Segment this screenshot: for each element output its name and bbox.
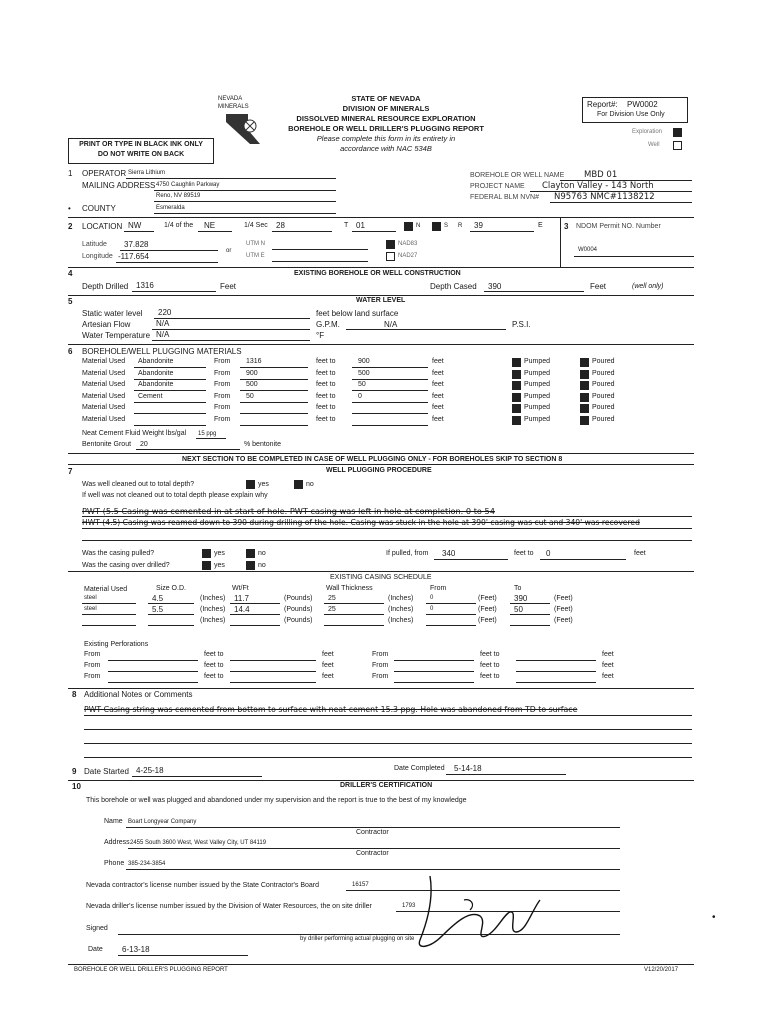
margin-mark: •	[712, 912, 716, 923]
feet-paren-label: (Feet)	[478, 617, 497, 624]
inches-label: (Inches)	[388, 606, 414, 613]
inches-label: (Inches)	[388, 595, 414, 602]
address-line-2[interactable]: Reno, NV 89519	[156, 193, 201, 199]
cleaned-explain-label: If well was not cleaned out to total depth please explain why	[82, 492, 268, 499]
degf-label: °F	[316, 331, 325, 340]
blm-label: FEDERAL BLM NVN#	[470, 194, 539, 201]
footer-version: V12/20/2017	[644, 967, 679, 973]
latitude-label: Latitude	[82, 241, 107, 248]
pumped-checkbox[interactable]	[512, 358, 521, 367]
date-started-label: Date Started	[84, 767, 129, 776]
report-label: Report#:	[587, 100, 618, 109]
material-value[interactable]: Abandonite	[138, 369, 174, 377]
section-number: 7	[68, 467, 73, 476]
temp-label: Water Temperature	[82, 331, 151, 340]
feet-label: feet	[432, 415, 444, 423]
perf-feet-label: feet	[602, 651, 614, 658]
section-title: WELL PLUGGING PROCEDURE	[326, 467, 432, 474]
poured-checkbox[interactable]	[580, 358, 589, 367]
to-value[interactable]: 500	[358, 369, 370, 377]
pulled-yes-checkbox[interactable]	[202, 549, 211, 558]
address-line-1[interactable]: 4750 Caughlin Parkway	[156, 182, 220, 188]
perf-feet-to-label: feet to	[204, 662, 224, 669]
pct-bentonite-label: % bentonite	[244, 441, 281, 448]
mailing-address-label: MAILING ADDRESS	[82, 181, 156, 190]
casing-from-value[interactable]: 0	[430, 606, 434, 612]
casing-size-value[interactable]: 5.5	[152, 605, 164, 614]
material-used-label: Material Used	[82, 369, 126, 377]
title-line: STATE OF NEVADA	[351, 94, 421, 103]
contractor-label: Contractor	[356, 850, 389, 857]
pumped-checkbox[interactable]	[512, 416, 521, 425]
feet-to-label: feet to	[316, 415, 336, 423]
title-line: BOREHOLE OR WELL DRILLER'S PLUGGING REPORT	[288, 124, 484, 133]
poured-label: Poured	[592, 381, 615, 388]
to-value[interactable]: 900	[358, 358, 370, 365]
material-used-label: Material Used	[82, 381, 126, 388]
section-7-banner: NEXT SECTION TO BE COMPLETED IN CASE OF WELL PLUGGING ONLY - FOR BOREHOLES SKIP TO SECTION 8	[182, 456, 563, 463]
pumped-label: Pumped	[524, 392, 551, 400]
section-number: 8	[72, 690, 77, 699]
depth-cased-value[interactable]: 390	[488, 282, 502, 291]
quarter-value[interactable]: NW	[128, 221, 142, 230]
county-label: COUNTY	[82, 204, 116, 213]
feet-to-label: feet to	[316, 358, 336, 365]
material-value[interactable]: Cement	[138, 392, 163, 400]
feet-label: feet	[432, 358, 444, 365]
section-title: DRILLER'S CERTIFICATION	[340, 782, 433, 789]
poured-checkbox[interactable]	[580, 370, 589, 379]
address-label: Address	[104, 839, 130, 846]
from-label: From	[214, 404, 231, 411]
from-label: From	[214, 415, 231, 423]
quarter2-value[interactable]: NE	[204, 221, 216, 230]
feet-label: feet	[432, 381, 444, 388]
nad83-label: NAD83	[398, 241, 418, 247]
contractor-license-label: Nevada contractor's license number issued by the State Contractor's Board	[86, 882, 320, 889]
section-number: 9	[72, 767, 77, 776]
from-value[interactable]: 1316	[246, 358, 262, 365]
feet-paren-label: (Feet)	[554, 595, 573, 602]
print-notice: PRINT OR TYPE IN BLACK INK ONLY	[79, 141, 203, 148]
from-value[interactable]: 50	[246, 392, 254, 400]
division-use-label: For Division Use Only	[597, 111, 665, 118]
phone-value[interactable]: 385-234-3854	[128, 861, 166, 867]
title-line: accordance with NAC 534B	[340, 144, 432, 153]
material-used-label: Material Used	[82, 392, 126, 400]
title-line: DIVISION OF MINERALS	[342, 104, 430, 113]
well-label: Well	[648, 142, 660, 148]
pumped-checkbox[interactable]	[512, 370, 521, 379]
pounds-label: (Pounds)	[284, 595, 313, 602]
feet-paren-label: (Feet)	[554, 617, 573, 624]
overdrilled-question: Was the casing over drilled?	[82, 562, 170, 569]
signed-by-label: by driller performing actual plugging on site	[300, 936, 415, 942]
feet-paren-label: (Feet)	[554, 606, 573, 613]
operator-value[interactable]: Sierra Lithium	[128, 170, 166, 176]
casing-wall-value[interactable]: 25	[328, 606, 336, 613]
ndom-value[interactable]: W0004	[578, 247, 598, 253]
material-used-label: Material Used	[82, 404, 126, 411]
poured-label: Poured	[592, 404, 615, 411]
section-number: 3	[564, 222, 569, 231]
pumped-label: Pumped	[524, 369, 551, 377]
casing-to-value[interactable]: 390	[514, 594, 528, 603]
feet-label: Feet	[590, 282, 607, 291]
additional-notes[interactable]: PWT Casing string was cemented from bottom to surface with neat cement 15.3 ppg. Hole was abandoned from TD to surface	[84, 705, 578, 714]
depth-drilled-value[interactable]: 1316	[136, 281, 154, 290]
pulled-to-value[interactable]: 0	[546, 549, 551, 558]
inches-label: (Inches)	[388, 617, 414, 624]
perforations-title: Existing Perforations	[84, 641, 149, 648]
r-label: R	[458, 223, 463, 229]
location-label: LOCATION	[82, 222, 123, 231]
section-title: BOREHOLE/WELL PLUGGING MATERIALS	[82, 347, 242, 356]
pumped-checkbox[interactable]	[512, 381, 521, 390]
borehole-name-value[interactable]: MBD 01	[584, 170, 618, 180]
poured-label: Poured	[592, 415, 615, 423]
perf-feet-label: feet	[322, 651, 334, 658]
perf-from-label: From	[372, 673, 389, 680]
poured-checkbox[interactable]	[580, 381, 589, 390]
date-started-value[interactable]: 4-25-18	[136, 766, 164, 775]
poured-checkbox[interactable]	[580, 393, 589, 402]
perf-feet-to-label: feet to	[480, 662, 500, 669]
section-number: 2	[68, 222, 73, 231]
from-label: From	[214, 381, 231, 388]
poured-label: Poured	[592, 392, 615, 400]
project-name-value[interactable]: Clayton Valley - 143 North	[542, 181, 654, 191]
longitude-value[interactable]: -117.654	[118, 252, 149, 261]
from-label: From	[214, 369, 231, 377]
bentonite-label: Bentonite Grout	[82, 441, 132, 448]
e-label: E	[538, 222, 543, 229]
perf-feet-to-label: feet to	[480, 673, 500, 680]
to-value[interactable]: 0	[358, 392, 362, 400]
utm-e-label: UTM E	[246, 253, 265, 259]
t-label: T	[344, 222, 349, 229]
title-line: DISSOLVED MINERAL RESOURCE EXPLORATION	[296, 114, 476, 123]
feet-label: feet	[432, 392, 444, 400]
perf-from-label: From	[84, 651, 101, 658]
cleaned-question: Was well cleaned out to total depth?	[82, 481, 195, 488]
bentonite-value[interactable]: 20	[140, 441, 148, 448]
artesian-label: Artesian Flow	[82, 320, 131, 329]
poured-checkbox[interactable]	[580, 416, 589, 425]
t-value[interactable]: 01	[356, 221, 365, 230]
contractor-address-value[interactable]: 2455 South 3600 West, West Valley City, UT 84119	[130, 840, 267, 846]
sec-value[interactable]: 28	[276, 221, 285, 230]
n-label: N	[416, 223, 421, 229]
nad27-checkbox[interactable]	[386, 252, 395, 261]
s-label: S	[444, 223, 449, 229]
depth-drilled-label: Depth Drilled	[82, 282, 129, 291]
form-title	[276, 94, 496, 154]
of-the-label: 1/4 of the	[164, 222, 194, 229]
perf-feet-label: feet	[322, 673, 334, 680]
from-label: From	[214, 392, 231, 400]
procedure-note-2[interactable]: HWT (4.5) Casing was reamed down to 390 during drilling of the hole. Casing was stuck in the hole at 390' casing was cut and 340' was recovered	[82, 518, 640, 527]
section-title: WATER LEVEL	[356, 297, 406, 304]
r-value[interactable]: 39	[474, 221, 483, 230]
yes-label: yes	[214, 562, 225, 569]
contractor-license-value[interactable]: 16157	[352, 882, 369, 888]
to-value[interactable]: 50	[358, 381, 366, 388]
material-used-header: Material Used	[84, 586, 128, 593]
nevada-logo	[218, 96, 262, 146]
date-completed-value[interactable]: 5-14-18	[454, 764, 482, 773]
nad27-label: NAD27	[398, 253, 418, 259]
section-number: 10	[72, 782, 81, 791]
no-label: no	[306, 481, 314, 488]
title-line: Please complete this form in its entirety in	[316, 134, 456, 143]
to-header: To	[514, 585, 522, 592]
section-number: 6	[68, 347, 73, 356]
well-only-label: (well only)	[632, 283, 664, 290]
section-number: 5	[68, 297, 73, 306]
inches-label: (Inches)	[200, 606, 226, 613]
s-checkbox[interactable]	[432, 222, 441, 231]
casing-size-value[interactable]: 4.5	[152, 594, 164, 603]
size-od-header: Size O.D.	[156, 585, 186, 592]
blm-value[interactable]: N95763 NMC#1138212	[554, 192, 655, 202]
casing-pulled-question: Was the casing pulled?	[82, 550, 155, 557]
procedure-note-1[interactable]: PWT (5.5 Casing was cemented in at start of hole. PWT casing was left in hole at completion. 0 to 54	[82, 506, 495, 516]
longitude-label: Longitude	[82, 253, 113, 260]
well-checkbox[interactable]	[673, 141, 682, 150]
inches-label: (Inches)	[200, 595, 226, 602]
material-used-label: Material Used	[82, 415, 126, 423]
feet-label: feet	[634, 550, 646, 557]
casing-wall-value[interactable]: 25	[328, 595, 336, 602]
section-title: EXISTING BOREHOLE OR WELL CONSTRUCTION	[294, 270, 461, 277]
inches-label: (Inches)	[200, 617, 226, 624]
pulled-from-value[interactable]: 340	[442, 549, 456, 558]
signed-label: Signed	[86, 925, 108, 932]
perf-from-label: From	[84, 673, 101, 680]
section-number: 4	[68, 269, 73, 278]
feet-paren-label: (Feet)	[478, 606, 497, 613]
casing-weight-value[interactable]: 11.7	[234, 594, 249, 603]
perf-from-label: From	[372, 651, 389, 658]
county-value[interactable]: Esmeralda	[156, 205, 185, 211]
casing-weight-value[interactable]: 14.4	[234, 605, 250, 614]
section-title: Additional Notes or Comments	[84, 690, 193, 699]
logo-text: NEVADA	[218, 96, 243, 102]
borehole-name-label: BOREHOLE OR WELL NAME	[470, 172, 565, 179]
no-label: no	[258, 562, 266, 569]
pumped-label: Pumped	[524, 358, 551, 365]
nevada-state-icon	[224, 112, 264, 146]
perf-feet-to-label: feet to	[204, 673, 224, 680]
latitude-value[interactable]: 37.828	[124, 240, 149, 249]
material-used-label: Material Used	[82, 358, 126, 365]
utm-n-label: UTM N	[246, 241, 265, 247]
temp-value[interactable]: N/A	[156, 330, 170, 339]
pumped-label: Pumped	[524, 381, 551, 388]
depth-cased-label: Depth Cased	[430, 282, 477, 291]
perf-from-label: From	[372, 662, 389, 669]
name-label: Name	[104, 818, 123, 825]
material-value[interactable]: Abandonite	[138, 381, 174, 388]
no-label: no	[258, 550, 266, 557]
feet-label: feet	[432, 369, 444, 377]
pumped-label: Pumped	[524, 404, 551, 411]
print-notice: DO NOT WRITE ON BACK	[97, 151, 185, 158]
ndom-label: NDOM Permit NO. Number	[576, 223, 661, 230]
driller-signature-icon	[400, 870, 550, 960]
neat-cement-label: Neat Cement Fluid Weight lbs/gal	[82, 430, 187, 437]
gpm-value[interactable]: N/A	[384, 320, 398, 329]
casing-schedule-title: EXISTING CASING SCHEDULE	[330, 574, 432, 581]
static-water-value[interactable]: 220	[158, 308, 172, 317]
n-checkbox[interactable]	[404, 222, 413, 231]
exploration-label: Exploration	[632, 129, 663, 135]
perf-feet-label: feet	[602, 662, 614, 669]
overdrilled-yes-checkbox[interactable]	[202, 561, 211, 570]
feet-label: feet	[432, 404, 444, 411]
perf-feet-to-label: feet to	[204, 651, 224, 658]
casing-to-value[interactable]: 50	[514, 605, 523, 614]
pulled-no-checkbox[interactable]	[246, 549, 255, 558]
pumped-label: Pumped	[524, 415, 551, 423]
casing-from-value[interactable]: 0	[430, 595, 434, 601]
report-value[interactable]: PW0002	[627, 100, 658, 109]
contractor-name-value[interactable]: Boart Longyear Company	[128, 819, 197, 825]
driller-license-label: Nevada driller's license number issued by the Division of Water Resources, the on site driller	[86, 903, 372, 910]
poured-checkbox[interactable]	[580, 404, 589, 413]
poured-label: Poured	[592, 369, 615, 377]
pumped-checkbox[interactable]	[512, 404, 521, 413]
casing-material-value[interactable]: steel	[84, 606, 97, 612]
wtft-header: Wt/Ft	[232, 585, 249, 592]
cleaned-yes-checkbox[interactable]	[246, 480, 255, 489]
gpm-label: G.P.M.	[316, 320, 340, 329]
feet-to-label: feet to	[316, 392, 336, 400]
cleaned-no-checkbox[interactable]	[294, 480, 303, 489]
exploration-checkbox[interactable]	[673, 128, 682, 137]
pounds-label: (Pounds)	[284, 606, 313, 613]
yes-label: yes	[258, 481, 269, 488]
report-number-box	[582, 97, 688, 123]
overdrilled-no-checkbox[interactable]	[246, 561, 255, 570]
from-value[interactable]: 900	[246, 369, 258, 377]
from-header: From	[430, 585, 447, 592]
feet-label: Feet	[220, 282, 237, 291]
operator-label: OPERATOR	[82, 169, 127, 178]
feet-paren-label: (Feet)	[478, 595, 497, 602]
nad83-checkbox[interactable]	[386, 240, 395, 249]
pumped-checkbox[interactable]	[512, 393, 521, 402]
static-water-label: Static water level	[82, 309, 143, 318]
phone-label: Phone	[104, 860, 125, 867]
certification-statement: This borehole or well was plugged and abandoned under my supervision and the report is true to the best of my knowledge	[86, 797, 467, 804]
county-bullet: •	[68, 204, 71, 213]
perf-feet-to-label: feet to	[480, 651, 500, 658]
wall-thickness-header: Wall Thickness	[326, 585, 373, 592]
feet-to-label: feet to	[316, 404, 336, 411]
from-label: From	[214, 358, 231, 365]
sec-label: 1/4 Sec	[244, 222, 268, 229]
if-pulled-label: If pulled, from	[386, 550, 429, 557]
logo-text: MINERALS	[218, 104, 249, 110]
material-value[interactable]: Abandonite	[138, 358, 174, 365]
perf-from-label: From	[84, 662, 101, 669]
date-completed-label: Date Completed	[394, 765, 445, 772]
pounds-label: (Pounds)	[284, 617, 313, 624]
print-notice-box	[68, 138, 214, 164]
static-unit-label: feet below land surface	[316, 309, 399, 318]
yes-label: yes	[214, 550, 225, 557]
section-number: 1	[68, 169, 73, 178]
contractor-label: Contractor	[356, 829, 389, 836]
neat-cement-value[interactable]: 15 ppg	[198, 431, 217, 437]
signed-date-value[interactable]: 6-13-18	[122, 945, 150, 954]
or-label: or	[226, 248, 232, 254]
footer-form-name: BOREHOLE OR WELL DRILLER'S PLUGGING REPORT	[74, 967, 228, 973]
psi-label: P.S.I.	[512, 320, 531, 329]
project-name-label: PROJECT NAME	[470, 183, 525, 190]
from-value[interactable]: 500	[246, 381, 258, 388]
driller-license-value[interactable]: 1793	[402, 903, 416, 909]
date-label: Date	[88, 946, 103, 953]
casing-material-value[interactable]: steel	[84, 595, 97, 601]
feet-to-label: feet to	[316, 381, 336, 388]
perf-feet-label: feet	[602, 673, 614, 680]
feet-to-label: feet to	[514, 550, 534, 557]
artesian-value[interactable]: N/A	[156, 319, 170, 328]
perf-feet-label: feet	[322, 662, 334, 669]
poured-label: Poured	[592, 358, 615, 365]
feet-to-label: feet to	[316, 369, 336, 377]
